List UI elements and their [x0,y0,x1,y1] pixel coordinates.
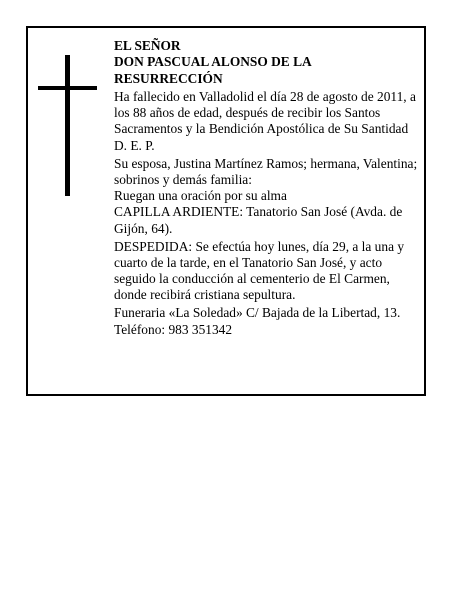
prayer-request: Ruegan una oración por su alma [114,188,287,204]
deceased-title [114,38,420,87]
obituary-text [114,38,420,338]
deceased-name: DON PASCUAL ALONSO DE LA RESURRECCIÓN [114,54,311,86]
funeral-home-address: Funeraria «La Soledad» C/ Bajada de la Libertad, 13. [114,305,401,321]
funeral-info: DESPEDIDA: Se efectúa hoy lunes, día 29, a la una y cuarto de la tarde, en el Tanatorio San José, y acto seguido la conducción al cementerio de El Carmen, donde recibirá cristiana sepultura. [114,238,405,303]
family-line: Su esposa, Justina Martínez Ramos; hermana, Valentina; sobrinos y demás familia: [114,155,418,187]
funeral-home-phone: Teléfono: 983 351342 [114,321,233,337]
death-announcement: Ha fallecido en Valladolid el día 28 de agosto de 2011, a los 88 años de edad, después de recibir los Santos Sacramentos y la Bendición Apostólica de Su Santidad [114,88,416,137]
chapel-info: CAPILLA ARDIENTE: Tanatorio San José (Avda. de Gijón, 64). [114,204,403,236]
rip-line: D. E. P. [114,137,155,153]
title-honorific: EL SEÑOR [114,38,181,53]
